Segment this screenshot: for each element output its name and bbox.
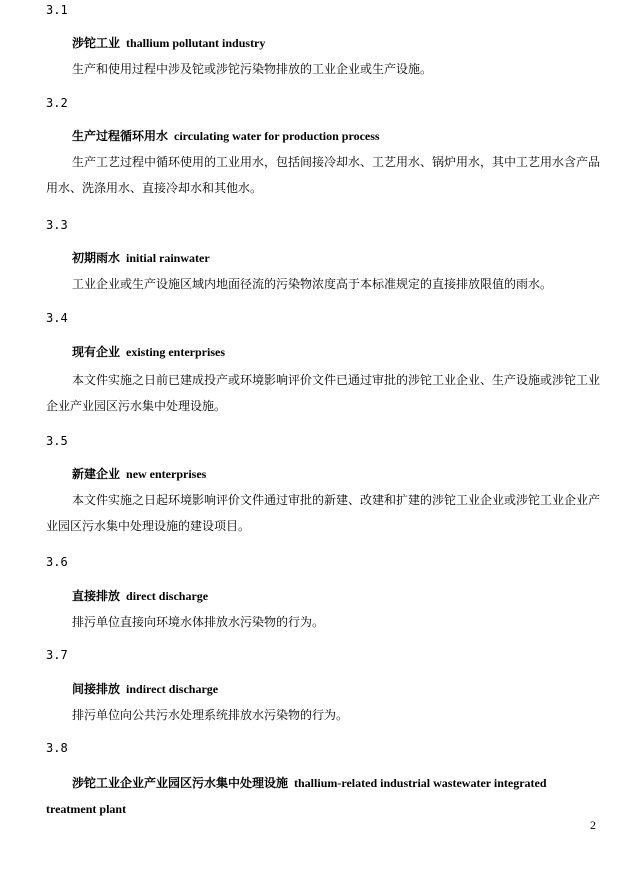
term-cn: 涉铊工业 (72, 36, 121, 50)
term-en: thallium pollutant industry (126, 36, 266, 50)
term-heading (72, 249, 210, 266)
term-cn: 新建企业 (72, 467, 121, 481)
term-en: new enterprises (126, 467, 207, 481)
term-heading (72, 343, 225, 360)
term-heading (72, 774, 547, 791)
term-cn: 直接排放 (72, 589, 121, 603)
clause-number: 3.8 (46, 741, 68, 755)
clause-number: 3.6 (46, 555, 68, 569)
term-en: circulating water for production process (174, 129, 380, 143)
term-en: indirect discharge (126, 682, 219, 696)
term-cn: 间接排放 (72, 682, 121, 696)
term-en: direct discharge (126, 589, 209, 603)
clause-number: 3.7 (46, 648, 68, 662)
term-definition: 排污单位直接向环境水体排放水污染物的行为。 (72, 615, 325, 629)
term-en: existing enterprises (126, 345, 225, 359)
term-definition: 排污单位向公共污水处理系统排放水污染物的行为。 (72, 708, 349, 722)
clause-number: 3.4 (46, 311, 68, 325)
term-heading (72, 465, 206, 482)
term-heading (72, 680, 218, 697)
term-cn: 初期雨水 (72, 251, 121, 265)
term-en: initial rainwater (126, 251, 210, 265)
clause-number: 3.5 (46, 434, 68, 448)
term-heading (72, 127, 380, 144)
term-definition: 工业企业或生产设施区域内地面径流的污染物浓度高于本标准规定的直接排放限值的雨水。 (72, 277, 553, 291)
clause-number: 3.1 (46, 3, 68, 17)
term-definition: 生产和使用过程中涉及铊或涉铊污染物排放的工业企业或生产设施。 (72, 62, 433, 76)
term-definition: 本文件实施之日前已建成投产或环境影响评价文件已通过审批的涉铊工业企业、生产设施或涉铊工业企业产业园区污水集中处理设施。 (46, 373, 601, 413)
clause-number: 3.3 (46, 218, 68, 232)
term-heading-continuation: treatment plant (46, 802, 127, 816)
term-definition: 生产工艺过程中循环使用的工业用水，包括间接冷却水、工艺用水、锅炉用水，其中工艺用水含产品用水、洗涤用水、直接冷却水和其他水。 (46, 155, 601, 195)
term-cn: 现有企业 (72, 345, 121, 359)
term-definition: 本文件实施之日起环境影响评价文件通过审批的新建、改建和扩建的涉铊工业企业或涉铊工业企业产业园区污水集中处理设施的建设项目。 (46, 493, 601, 533)
term-en: thallium-related industrial wastewater integrated (294, 776, 547, 790)
clause-number: 3.2 (46, 96, 68, 110)
term-cn: 生产过程循环用水 (72, 129, 169, 143)
term-heading (72, 34, 265, 51)
term-cn: 涉铊工业企业产业园区污水集中处理设施 (72, 776, 289, 790)
page-number: 2 (590, 818, 596, 832)
term-heading (72, 587, 208, 604)
